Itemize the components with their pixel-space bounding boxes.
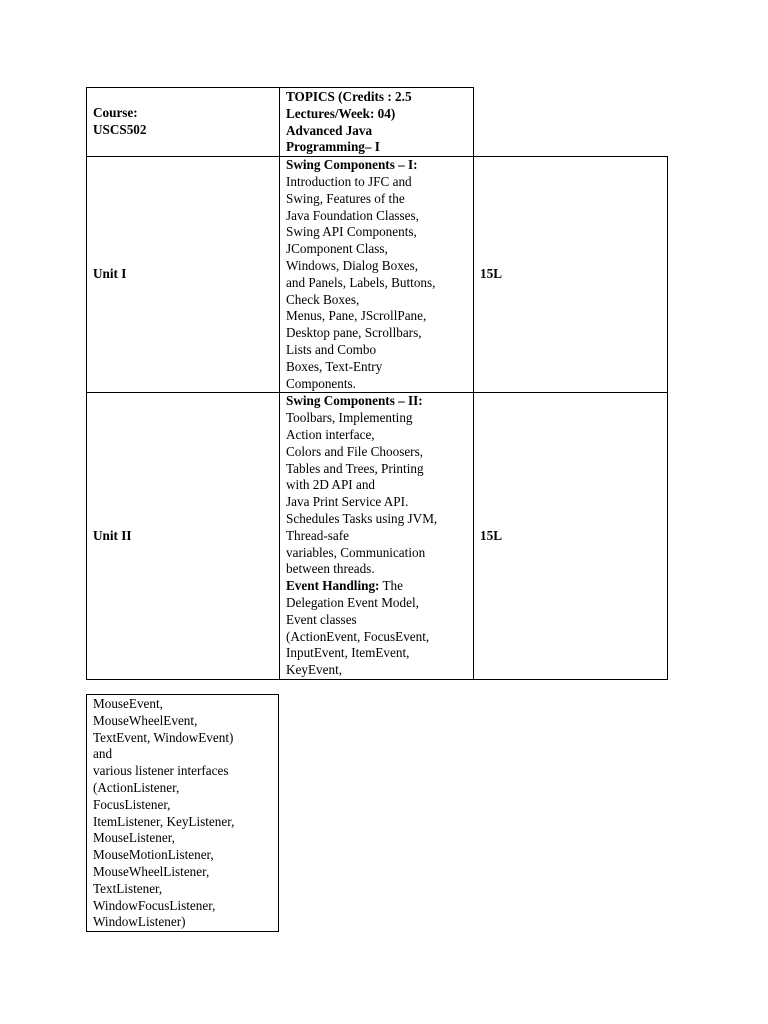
topic-line: Check Boxes, [286, 291, 360, 307]
unit-topics-cell [280, 393, 474, 680]
topic-line: Toolbars, Implementing [286, 410, 413, 426]
continuation-table [86, 694, 279, 932]
continuation-row [87, 695, 279, 932]
topic-line: Thread-safe [286, 527, 349, 543]
topic-line: Schedules Tasks using JVM, [286, 510, 438, 526]
topic-line: Delegation Event Model, [286, 594, 419, 610]
topic-line: Tables and Trees, Printing [286, 460, 424, 476]
topic-line: Windows, Dialog Boxes, [286, 257, 419, 273]
topic-line: (ActionEvent, FocusEvent, [286, 628, 430, 644]
header-row [87, 88, 668, 157]
course-label: Course: [93, 105, 138, 121]
unit-topics-cell [280, 157, 474, 393]
topic-line: variables, Communication [286, 544, 426, 560]
topic-line: MouseListener, [93, 830, 175, 846]
topic-line: Desktop pane, Scrollbars, [286, 325, 422, 341]
topic-line: between threads. [286, 561, 375, 577]
section-lead: The [379, 578, 403, 594]
topic-line: Colors and File Choosers, [286, 443, 424, 459]
topic-line: KeyEvent, [286, 662, 343, 678]
topics-line: TOPICS (Credits : 2.5 [286, 89, 412, 104]
section-heading: Swing Components – II: [286, 393, 423, 409]
topic-line: Introduction to JFC and [286, 173, 412, 189]
unit-name: Unit I [93, 266, 127, 282]
topic-line: FocusListener, [93, 796, 171, 812]
continuation-cell [87, 695, 279, 932]
unit-name: Unit II [93, 527, 132, 543]
unit-name-cell [87, 393, 280, 680]
topics-line: Programming– I [286, 139, 380, 155]
topic-line: Menus, Pane, JScrollPane, [286, 308, 427, 324]
unit-hours: 15L [480, 266, 502, 282]
topic-line: Java Print Service API. [286, 494, 409, 510]
topic-line: Event classes [286, 611, 357, 627]
topic-line: MouseEvent, [93, 696, 163, 711]
topic-line: WindowFocusListener, [93, 897, 216, 913]
topic-line: and [93, 746, 113, 762]
course-code: USCS502 [93, 122, 147, 138]
topics-header-cell [280, 88, 474, 157]
topic-lines [286, 410, 467, 578]
topic-line: TextEvent, WindowEvent) [93, 729, 234, 745]
topic-line: and Panels, Labels, Buttons, [286, 274, 436, 290]
topic-lines [286, 595, 467, 679]
topic-line: with 2D API and [286, 477, 376, 493]
topic-line: MouseMotionListener, [93, 847, 214, 863]
syllabus-table [86, 87, 668, 680]
topics-line: Lectures/Week: 04) [286, 105, 396, 121]
unit-hours-cell [474, 393, 668, 680]
section-heading: Event Handling: [286, 578, 380, 594]
course-cell [87, 88, 280, 157]
topic-line: various listener interfaces [93, 763, 229, 779]
topic-line: Boxes, Text-Entry [286, 358, 383, 374]
topic-line: InputEvent, ItemEvent, [286, 645, 410, 661]
topic-line: JComponent Class, [286, 241, 388, 257]
topic-line: ItemListener, KeyListener, [93, 813, 235, 829]
topic-line: Java Foundation Classes, [286, 207, 419, 223]
topic-line: Components. [286, 375, 356, 391]
topic-line: Lists and Combo [286, 341, 377, 357]
topic-line: WindowListener) [93, 914, 186, 930]
topic-line: Swing API Components, [286, 224, 417, 240]
header-empty-cell [474, 88, 668, 157]
unit-hours-cell [474, 157, 668, 393]
topic-line: Swing, Features of the [286, 190, 405, 206]
unit-hours: 15L [480, 527, 502, 543]
unit-row-2 [87, 393, 668, 680]
topic-lines [286, 174, 467, 392]
section-heading: Swing Components – I: [286, 157, 418, 173]
topic-line: (ActionListener, [93, 779, 180, 795]
topic-line: MouseWheelEvent, [93, 712, 198, 728]
topic-line: MouseWheelListener, [93, 863, 210, 879]
topics-line: Advanced Java [286, 122, 373, 138]
unit-row-1 [87, 157, 668, 393]
topic-lines [93, 696, 272, 931]
section-heading-line [286, 578, 467, 595]
unit-name-cell [87, 157, 280, 393]
topic-line: TextListener, [93, 880, 163, 896]
topic-line: Action interface, [286, 426, 375, 442]
